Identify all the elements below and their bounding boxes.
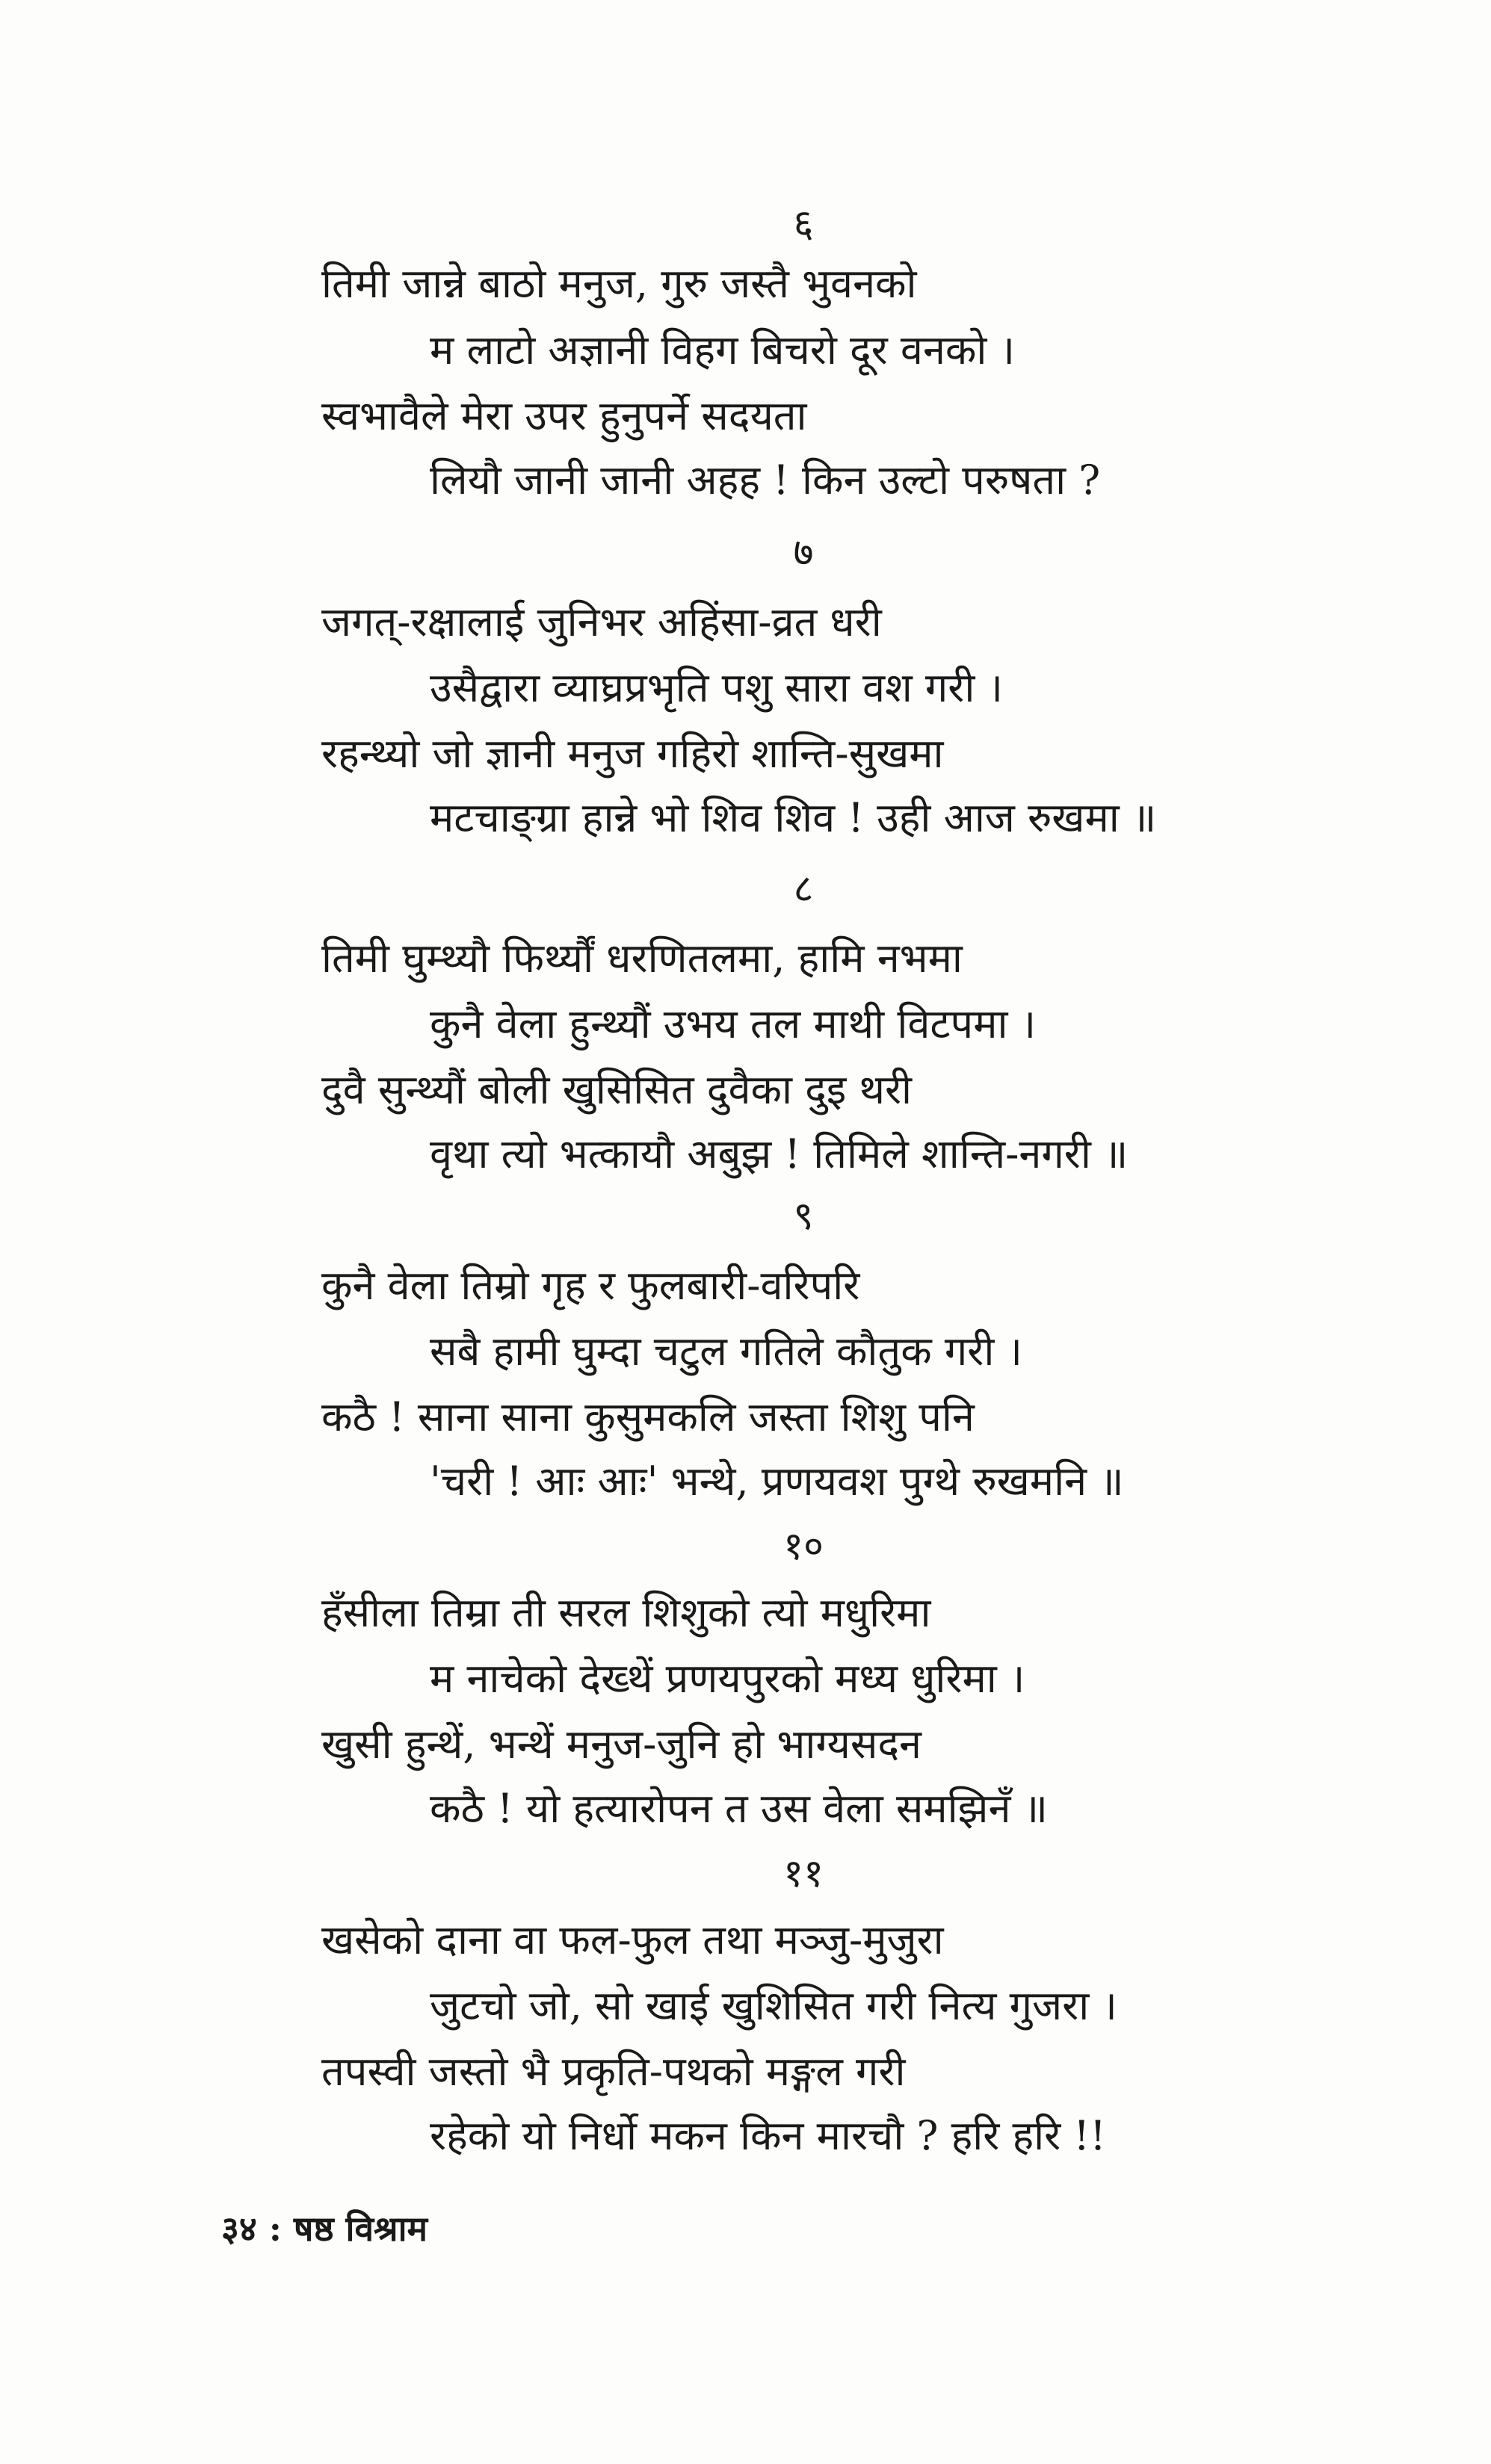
verse-line: लियौ जानी जानी अहह ! किन उल्टो परुषता ?	[430, 456, 1101, 504]
verse-line: खुसी हुन्थें, भन्थें मनुज-जुनि हो भाग्यसदन	[321, 1721, 922, 1768]
verse-line: वृथा त्यो भत्कायौ अबुझ ! तिमिले शान्ति-नगरी ॥	[430, 1130, 1129, 1177]
verse-line: कुनै वेला हुन्थ्यौं उभय तल माथी विटपमा ।	[430, 1000, 1037, 1047]
verse-line: तपस्वी जस्तो भै प्रकृति-पथको मङ्गल गरी	[321, 2048, 906, 2095]
verse-line: कठै ! यो हत्यारोपन त उस वेला समझिनँ ॥	[430, 1785, 1048, 1832]
verse-line: तिमी घुम्थ्यौ फिर्थ्यौं धरणितलमा, हामि नभमा	[321, 935, 963, 982]
verse-line: सबै हामी घुम्दा चटुल गतिले कौतुक गरी ।	[430, 1328, 1022, 1375]
verse-line: जुटचो जो, सो खाई खुशिसित गरी नित्य गुजरा ।	[430, 1982, 1117, 2029]
verse-line: जगत्-रक्षालाई जुनिभर अहिंसा-व्रत धरी	[321, 598, 882, 646]
verse-line: 'चरी ! आः आः' भन्थे, प्रणयवश पुग्थे रुखमनि ॥	[430, 1458, 1124, 1505]
verse-line: रहेको यो निर्धो मकन किन मारचौ ? हरि हरि !!	[430, 2112, 1106, 2159]
verse-line: रहन्थ्यो जो ज्ञानी मनुज गहिरो शान्ति-सुखमा	[321, 730, 944, 777]
stanza-number: १०	[782, 1524, 824, 1569]
verse-line: दुवै सुन्थ्यौं बोली खुसिसित दुवैका दुइ थरी	[321, 1066, 913, 1113]
stanza-number: ८	[793, 867, 814, 911]
verse-line: स्वभावैले मेरा उपर हुनुपर्ने सदयता	[321, 392, 807, 439]
stanza-number: ११	[782, 1851, 824, 1896]
verse-line: हँसीला तिम्रा ती सरल शिशुको त्यो मधुरिमा	[321, 1589, 931, 1636]
page-footer: ३४ : षष्ठ विश्राम	[221, 2208, 428, 2249]
verse-line: खसेको दाना वा फल-फुल तथा मञ्जु-मुजुरा	[321, 1916, 944, 1963]
verse-line: मटचाङ्ग्रा हान्ने भो शिव शिव ! उही आज रुखमा ॥	[430, 794, 1157, 841]
verse-line: म नाचेको देख्थें प्रणयपुरको मध्य धुरिमा ।	[430, 1655, 1025, 1702]
stanza-number: ९	[793, 1194, 814, 1239]
verse-line: कठै ! साना साना कुसुमकलि जस्ता शिशु पनि	[321, 1393, 975, 1440]
verse-line: उसैद्वारा व्याघ्रप्रभृति पशु सारा वश गरी ।	[430, 664, 1003, 711]
verse-line: कुनै वेला तिम्रो गृह र फुलबारी-वरिपरि	[321, 1262, 860, 1309]
verse-line: म लाटो अज्ञानी विहग बिचरो दूर वनको ।	[430, 326, 1016, 374]
stanza-number: ७	[793, 530, 814, 575]
stanza-number: ६	[793, 202, 814, 247]
verse-line: तिमी जान्ने बाठो मनुज, गुरु जस्तै भुवनको	[321, 260, 917, 307]
